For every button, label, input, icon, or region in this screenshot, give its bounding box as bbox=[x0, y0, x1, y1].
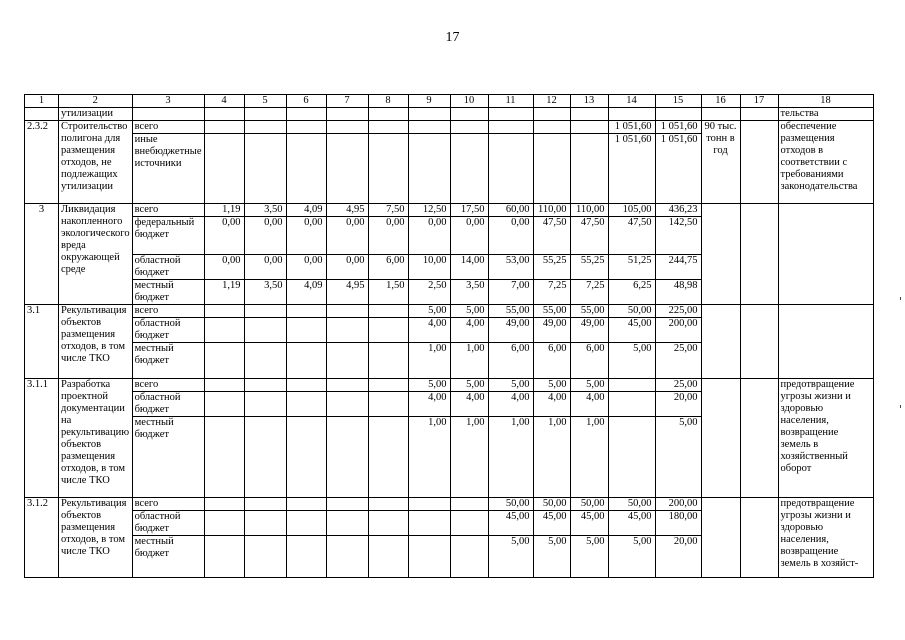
table-row bbox=[25, 121, 874, 134]
value-cell: 1,19 bbox=[204, 280, 244, 305]
source-label: всего bbox=[132, 121, 204, 134]
value-cell: 244,75 bbox=[655, 255, 701, 280]
value-cell: 55,00 bbox=[570, 305, 608, 318]
value-cell: 25,00 bbox=[655, 379, 701, 392]
value-cell: 1 051,60 bbox=[655, 121, 701, 134]
value-cell: 50,00 bbox=[570, 498, 608, 511]
value-cell: 50,00 bbox=[608, 498, 655, 511]
value-cell: 5,00 bbox=[570, 379, 608, 392]
value-cell: 5,00 bbox=[450, 379, 488, 392]
column-header: 9 bbox=[408, 95, 450, 108]
row-id: 3.1.1 bbox=[25, 379, 59, 498]
row-name: Разработка проектной документации на рекультивацию объектов размещения отходов, в том числе ТКО bbox=[59, 379, 133, 498]
source-label: областной бюджет bbox=[132, 392, 204, 417]
column-header: 11 bbox=[488, 95, 533, 108]
value-cell: 45,00 bbox=[570, 511, 608, 536]
value-cell: 0,00 bbox=[286, 255, 326, 280]
value-cell: 1 051,60 bbox=[608, 121, 655, 134]
value-cell: 45,00 bbox=[608, 511, 655, 536]
scan-mark bbox=[900, 405, 901, 408]
value-cell: 6,25 bbox=[608, 280, 655, 305]
result-cell: предотвращение угрозы жизни и здоровью населения, возвращение земель в хозяйст- bbox=[778, 498, 873, 578]
row-id: 3.1 bbox=[25, 305, 59, 379]
value-cell: 4,00 bbox=[408, 318, 450, 343]
value-cell: 0,00 bbox=[488, 217, 533, 255]
value-cell: 4,00 bbox=[450, 392, 488, 417]
table-row bbox=[25, 204, 874, 217]
value-cell: 4,00 bbox=[488, 392, 533, 417]
source-label: областной бюджет bbox=[132, 318, 204, 343]
value-cell: 47,50 bbox=[608, 217, 655, 255]
value-cell: 180,00 bbox=[655, 511, 701, 536]
value-cell: 55,25 bbox=[533, 255, 570, 280]
value-cell: 7,00 bbox=[488, 280, 533, 305]
value-cell: 48,98 bbox=[655, 280, 701, 305]
value-cell: 1,00 bbox=[450, 417, 488, 498]
value-cell: 7,50 bbox=[368, 204, 408, 217]
value-cell: 0,00 bbox=[368, 217, 408, 255]
source-label: федеральный бюджет bbox=[132, 217, 204, 255]
column-header: 10 bbox=[450, 95, 488, 108]
source-label: местный бюджет bbox=[132, 280, 204, 305]
result-cell: обеспечение размещения отходов в соответствии с требованиями законодательства bbox=[778, 121, 873, 204]
value-cell: 0,00 bbox=[286, 217, 326, 255]
table-row bbox=[25, 379, 874, 392]
value-cell: 7,25 bbox=[533, 280, 570, 305]
row-name: Рекультивация объектов размещения отходов, в том числе ТКО bbox=[59, 305, 133, 379]
value-cell: 49,00 bbox=[533, 318, 570, 343]
value-cell: 51,25 bbox=[608, 255, 655, 280]
value-cell: 4,00 bbox=[450, 318, 488, 343]
value-cell: 49,00 bbox=[488, 318, 533, 343]
value-cell: 5,00 bbox=[450, 305, 488, 318]
value-cell: 4,00 bbox=[570, 392, 608, 417]
value-cell: 0,00 bbox=[244, 217, 286, 255]
value-cell: 20,00 bbox=[655, 536, 701, 578]
value-cell: 436,23 bbox=[655, 204, 701, 217]
value-cell: 1,00 bbox=[450, 343, 488, 379]
value-cell: 50,00 bbox=[608, 305, 655, 318]
value-cell: 1,00 bbox=[408, 417, 450, 498]
value-cell: 5,00 bbox=[408, 305, 450, 318]
value-cell: 0,00 bbox=[204, 217, 244, 255]
value-cell: 6,00 bbox=[533, 343, 570, 379]
value-cell: 1 051,60 bbox=[655, 134, 701, 204]
value-cell: 4,95 bbox=[326, 204, 368, 217]
value-cell: 5,00 bbox=[533, 379, 570, 392]
result-cell: предотвращение угрозы жизни и здоровью населения, возвращение земель в хозяйственный оборот bbox=[778, 379, 873, 498]
value-cell: 6,00 bbox=[368, 255, 408, 280]
value-cell: 5,00 bbox=[408, 379, 450, 392]
value-cell: 200,00 bbox=[655, 318, 701, 343]
value-cell: 60,00 bbox=[488, 204, 533, 217]
value-cell: 14,00 bbox=[450, 255, 488, 280]
value-cell: 45,00 bbox=[533, 511, 570, 536]
source-label: всего bbox=[132, 379, 204, 392]
column-header: 5 bbox=[244, 95, 286, 108]
value-cell: 1,19 bbox=[204, 204, 244, 217]
column-header: 17 bbox=[740, 95, 778, 108]
value-cell: 105,00 bbox=[608, 204, 655, 217]
value-cell: 5,00 bbox=[533, 536, 570, 578]
row-name: Ликвидация накопленного экологического вреда окружающей среде bbox=[59, 204, 133, 305]
value-cell: 5,00 bbox=[570, 536, 608, 578]
value-cell: 55,00 bbox=[533, 305, 570, 318]
source-label: всего bbox=[132, 498, 204, 511]
value-cell: 4,09 bbox=[286, 204, 326, 217]
value-cell: 47,50 bbox=[533, 217, 570, 255]
value-cell: 0,00 bbox=[408, 217, 450, 255]
value-cell: 25,00 bbox=[655, 343, 701, 379]
value-cell: 53,00 bbox=[488, 255, 533, 280]
value-cell: 4,95 bbox=[326, 280, 368, 305]
column-header: 4 bbox=[204, 95, 244, 108]
value-cell: 1,00 bbox=[533, 417, 570, 498]
value-cell: 5,00 bbox=[488, 536, 533, 578]
value-cell: 4,00 bbox=[408, 392, 450, 417]
value-cell: 0,00 bbox=[204, 255, 244, 280]
column-header: 3 bbox=[132, 95, 204, 108]
value-cell: 17,50 bbox=[450, 204, 488, 217]
value-cell: 12,50 bbox=[408, 204, 450, 217]
value-cell: 0,00 bbox=[326, 255, 368, 280]
value-cell: 0,00 bbox=[326, 217, 368, 255]
value-cell: 0,00 bbox=[244, 255, 286, 280]
value-cell: 6,00 bbox=[488, 343, 533, 379]
value-cell: 5,00 bbox=[655, 417, 701, 498]
value-cell: 200,00 bbox=[655, 498, 701, 511]
value-cell: 1,00 bbox=[408, 343, 450, 379]
financing-table bbox=[24, 94, 874, 578]
value-cell: 1,00 bbox=[570, 417, 608, 498]
column-header: 2 bbox=[59, 95, 133, 108]
value-cell: 4,09 bbox=[286, 280, 326, 305]
value-cell: 49,00 bbox=[570, 318, 608, 343]
column-header: 18 bbox=[778, 95, 873, 108]
value-cell: 1 051,60 bbox=[608, 134, 655, 204]
value-cell: 7,25 bbox=[570, 280, 608, 305]
cell-name: утилизации bbox=[59, 108, 133, 121]
header-row bbox=[25, 95, 874, 108]
column-header: 15 bbox=[655, 95, 701, 108]
row-id: 3.1.2 bbox=[25, 498, 59, 578]
value-cell: 50,00 bbox=[488, 498, 533, 511]
value-cell: 3,50 bbox=[244, 204, 286, 217]
value-cell: 2,50 bbox=[408, 280, 450, 305]
value-cell: 0,00 bbox=[450, 217, 488, 255]
column-header: 6 bbox=[286, 95, 326, 108]
value-cell: 55,25 bbox=[570, 255, 608, 280]
value-cell: 50,00 bbox=[533, 498, 570, 511]
value-cell: 142,50 bbox=[655, 217, 701, 255]
source-label: иные внебюджетные источники bbox=[132, 134, 204, 204]
column-header: 14 bbox=[608, 95, 655, 108]
column-header: 1 bbox=[25, 95, 59, 108]
column-header: 13 bbox=[570, 95, 608, 108]
value-cell: 4,00 bbox=[533, 392, 570, 417]
value-cell: 3,50 bbox=[244, 280, 286, 305]
value-cell: 47,50 bbox=[570, 217, 608, 255]
row-name: Строительство полигона для размещения отходов, не подлежащих утилизации bbox=[59, 121, 133, 204]
value-cell: 1,50 bbox=[368, 280, 408, 305]
source-label: местный бюджет bbox=[132, 417, 204, 498]
value-cell: 55,00 bbox=[488, 305, 533, 318]
row-id: 2.3.2 bbox=[25, 121, 59, 204]
value-cell: 110,00 bbox=[533, 204, 570, 217]
continuation-row bbox=[25, 108, 874, 121]
value-cell: 110,00 bbox=[570, 204, 608, 217]
value-cell: 5,00 bbox=[608, 536, 655, 578]
cell-result: тельства bbox=[778, 108, 873, 121]
value-cell: 20,00 bbox=[655, 392, 701, 417]
row-id: 3 bbox=[25, 204, 59, 305]
column-header: 12 bbox=[533, 95, 570, 108]
indicator-cell: 90 тыс. тонн в год bbox=[701, 121, 740, 204]
scan-mark bbox=[900, 297, 901, 300]
column-header: 16 bbox=[701, 95, 740, 108]
column-header: 8 bbox=[368, 95, 408, 108]
source-label: местный бюджет bbox=[132, 343, 204, 379]
value-cell: 45,00 bbox=[608, 318, 655, 343]
table-row bbox=[25, 498, 874, 511]
value-cell: 5,00 bbox=[488, 379, 533, 392]
value-cell: 45,00 bbox=[488, 511, 533, 536]
value-cell: 1,00 bbox=[488, 417, 533, 498]
source-label: областной бюджет bbox=[132, 511, 204, 536]
row-name: Рекультивация объектов размещения отходов, в том числе ТКО bbox=[59, 498, 133, 578]
page-number: 17 bbox=[445, 30, 460, 45]
value-cell: 5,00 bbox=[608, 343, 655, 379]
table-row bbox=[25, 305, 874, 318]
value-cell: 6,00 bbox=[570, 343, 608, 379]
value-cell: 225,00 bbox=[655, 305, 701, 318]
source-label: всего bbox=[132, 204, 204, 217]
column-header: 7 bbox=[326, 95, 368, 108]
source-label: всего bbox=[132, 305, 204, 318]
source-label: местный бюджет bbox=[132, 536, 204, 578]
source-label: областной бюджет bbox=[132, 255, 204, 280]
value-cell: 10,00 bbox=[408, 255, 450, 280]
value-cell: 3,50 bbox=[450, 280, 488, 305]
